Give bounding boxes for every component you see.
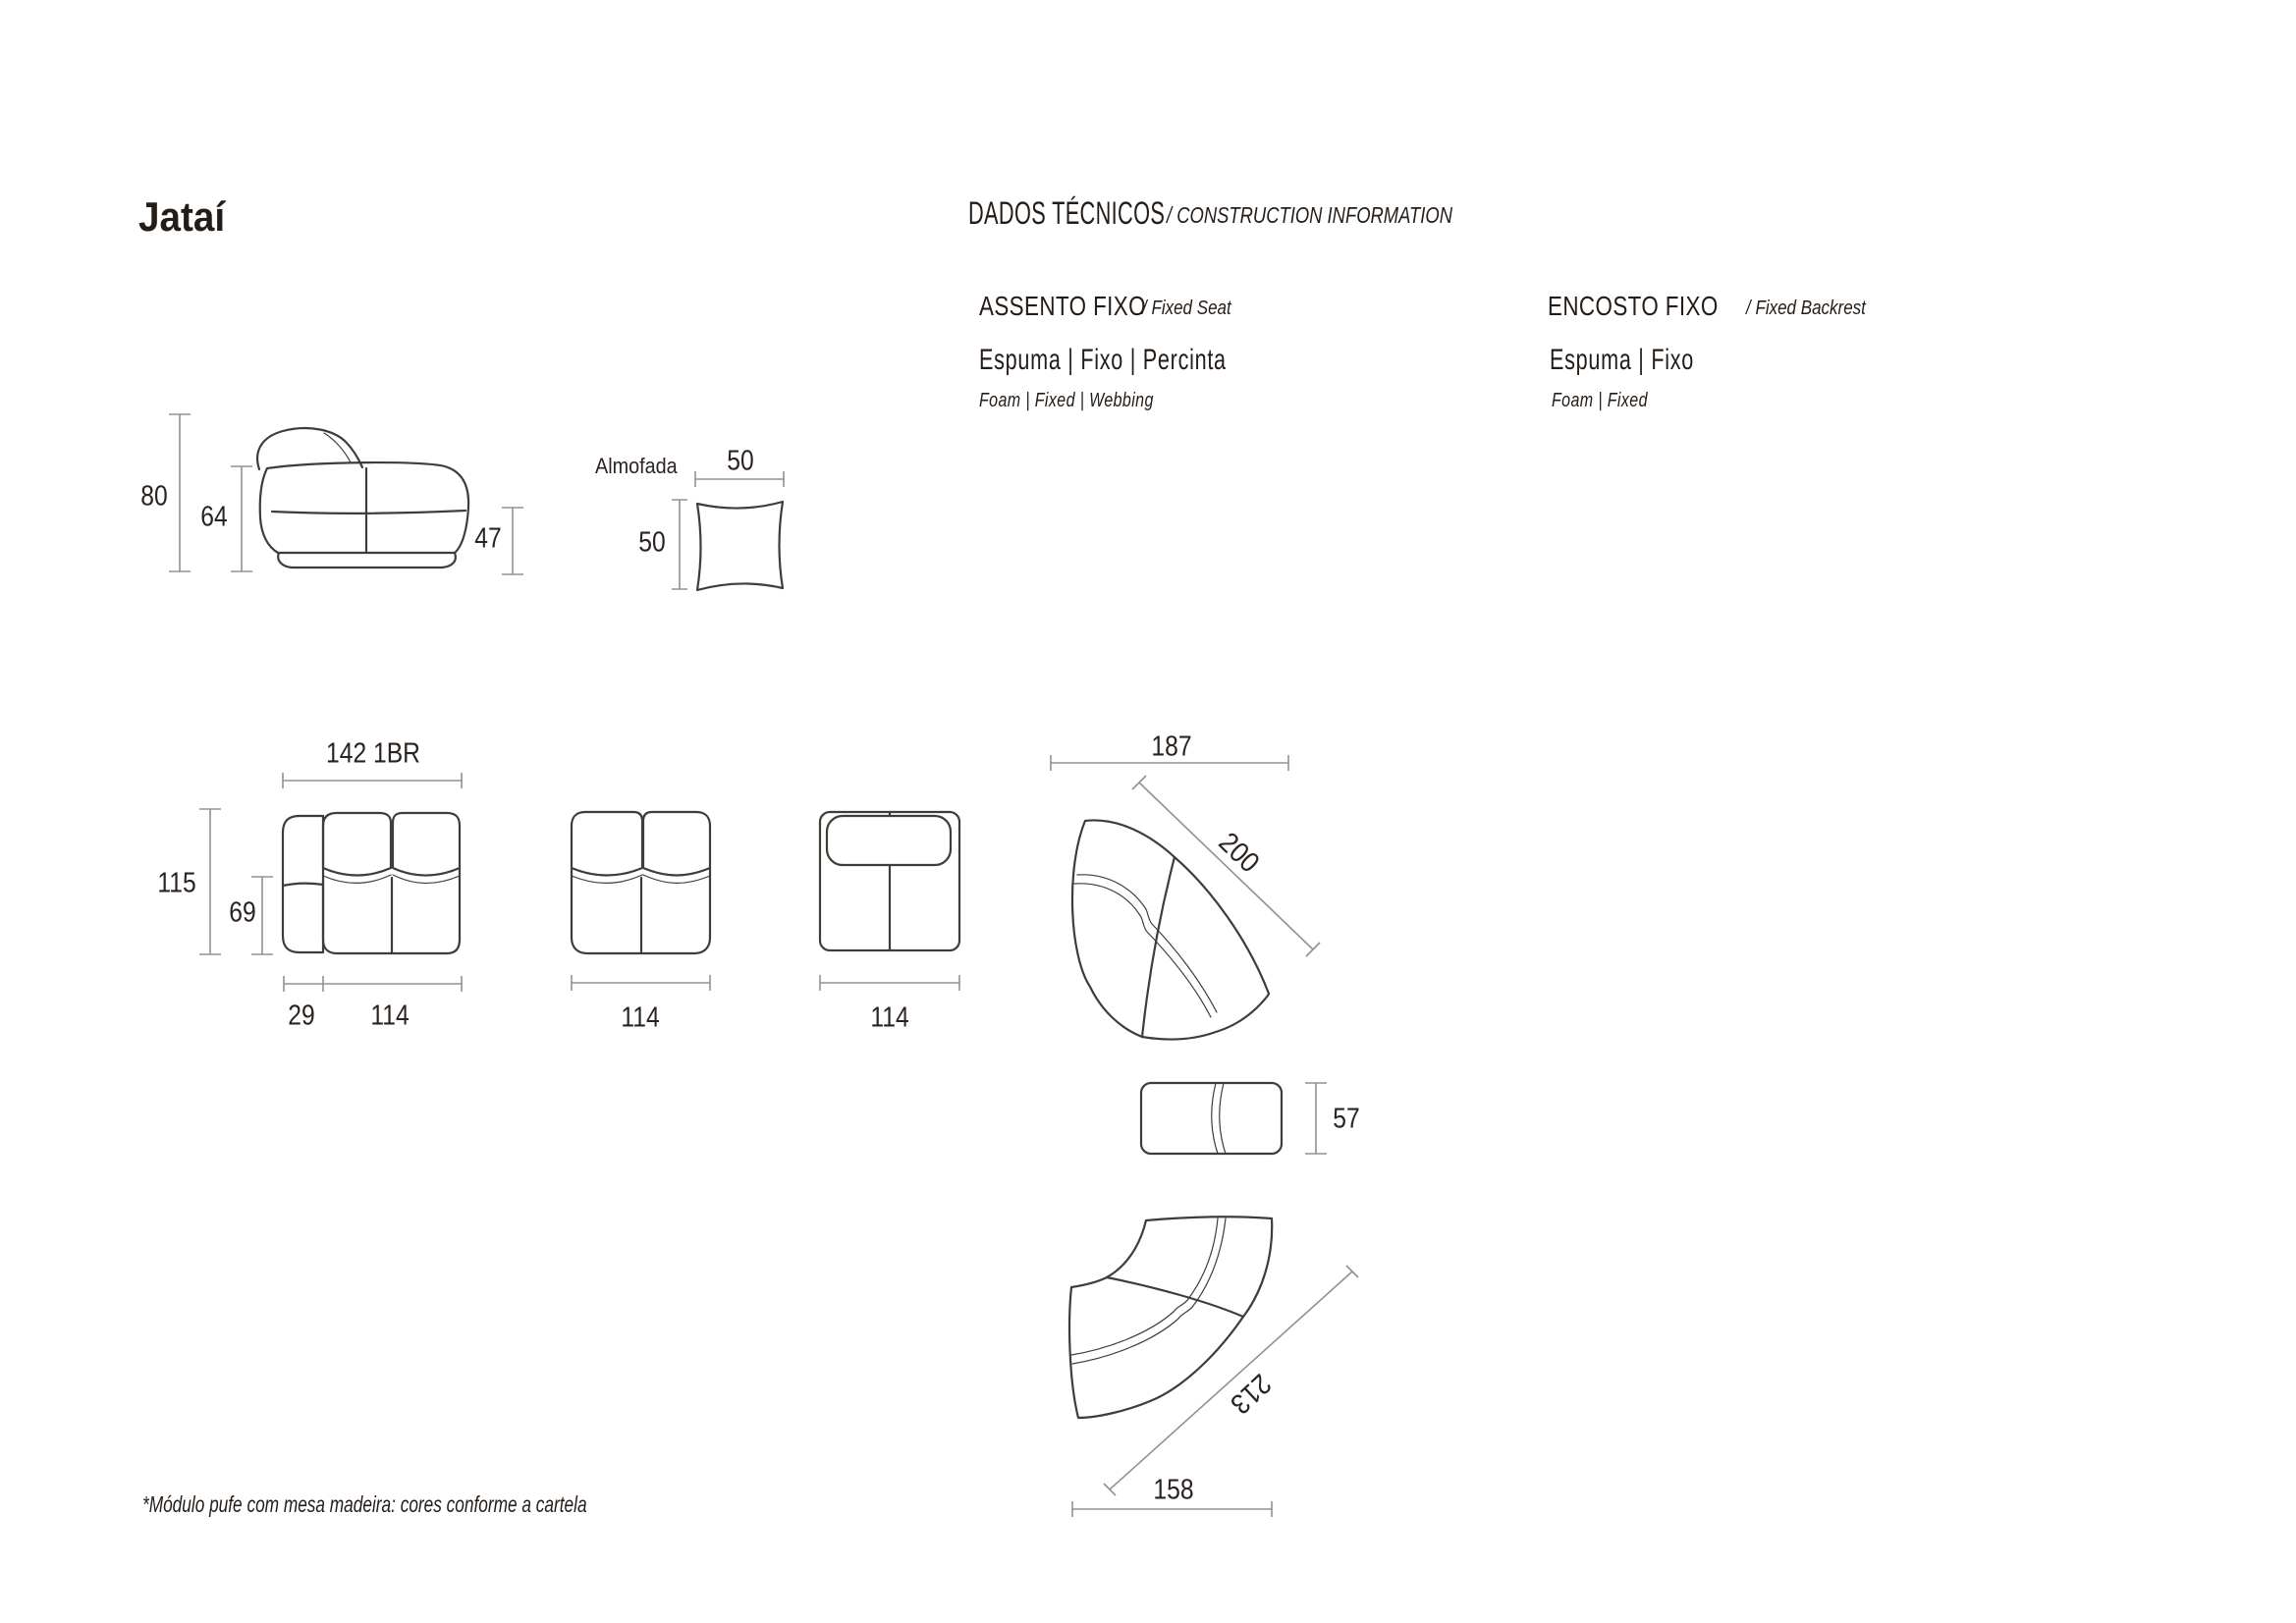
dim-label-height-total: 80: [140, 480, 168, 513]
side-base: [278, 553, 456, 568]
m2-back-cushion-2: [643, 812, 710, 876]
dim-label-cushion-width: 50: [727, 445, 754, 477]
dim-line-module2-width: [572, 975, 710, 991]
module-pouf-table-drawing: [820, 812, 959, 950]
dim-label-height-back: 64: [200, 501, 228, 533]
page-title: Jataí: [138, 193, 226, 240]
dim-line-module1-total: [283, 773, 462, 788]
cushion-label: Almofada: [595, 454, 678, 478]
seat-spec-materials-pt: Espuma | Fixo | Percinta: [979, 344, 1227, 376]
module-1br-drawing: [283, 813, 460, 953]
dim-label-fan1-diagonal: 200: [1212, 827, 1266, 880]
dim-line-module1-bottom: [284, 976, 462, 992]
dim-label-fan2-width: 158: [1153, 1474, 1194, 1506]
fan2-seams: [1071, 1218, 1226, 1364]
m1-back-cushion-1: [323, 813, 391, 876]
dimension-lines: [169, 414, 1358, 1517]
dim-label-pouf-height: 57: [1333, 1103, 1360, 1135]
dim-label-module3-width: 114: [870, 1001, 909, 1034]
dim-label-module1-seatwidth: 114: [370, 1000, 410, 1032]
dim-label-module1-depth: 115: [157, 867, 196, 899]
side-back-arc-inner: [324, 433, 351, 462]
dim-label-module1-armwidth: 29: [288, 1000, 315, 1032]
pouf-drawing: [1141, 1083, 1282, 1154]
armchair-side-view: [257, 428, 468, 568]
cushion-drawing: [697, 502, 783, 590]
fan1-divider: [1142, 857, 1175, 1037]
m1-back-cushion-2: [393, 813, 460, 876]
dim-line-module3-width: [820, 975, 959, 991]
dim-line-pouf-height: [1305, 1083, 1327, 1154]
module-1br-label: 142 1BR: [326, 737, 420, 770]
seat-spec-title-en: / Fixed Seat: [1142, 298, 1231, 319]
dim-label-module1-seatdepth: 69: [229, 896, 256, 929]
dim-line-cushion-height: [672, 500, 687, 589]
m1-armrest-divider: [283, 884, 323, 886]
backrest-spec-materials-en: Foam | Fixed: [1552, 390, 1648, 411]
seat-spec-title-pt: ASSENTO FIXO: [979, 291, 1146, 321]
section-header-pt: DADOS TÉCNICOS: [968, 195, 1166, 231]
dim-label-cushion-height: 50: [638, 526, 666, 559]
dim-line-height-47: [502, 508, 523, 574]
footnote: *Módulo pufe com mesa madeira: cores conforme a cartela: [142, 1491, 587, 1517]
dim-line-fan2-diagonal: [1104, 1266, 1358, 1495]
dim-label-fan1-width: 187: [1151, 730, 1192, 763]
module-armless-drawing: [572, 812, 710, 953]
seat-spec-materials-en: Foam | Fixed | Webbing: [979, 390, 1154, 411]
backrest-spec-materials-pt: Espuma | Fixo: [1550, 344, 1695, 376]
dim-line-height-80: [169, 414, 191, 571]
dim-label-fan2-diagonal: 213: [1224, 1367, 1278, 1420]
dim-label-module2-width: 114: [621, 1001, 660, 1034]
side-body: [260, 462, 468, 553]
dim-line-fan1-diagonal: [1132, 776, 1320, 956]
dim-line-height-64: [231, 466, 252, 571]
section-header-en: / CONSTRUCTION INFORMATION: [1167, 202, 1452, 228]
backrest-spec-title-pt: ENCOSTO FIXO: [1548, 291, 1719, 321]
m3-table: [827, 816, 951, 865]
side-seat-line: [272, 511, 465, 514]
pouf-divider: [1212, 1083, 1226, 1154]
dim-line-module1-depth: [199, 809, 221, 954]
dim-label-height-seat: 47: [474, 522, 502, 555]
cushion-shape: [697, 502, 783, 590]
backrest-spec-title-en: / Fixed Backrest: [1746, 298, 1866, 319]
m2-back-cushion-1: [572, 812, 642, 876]
